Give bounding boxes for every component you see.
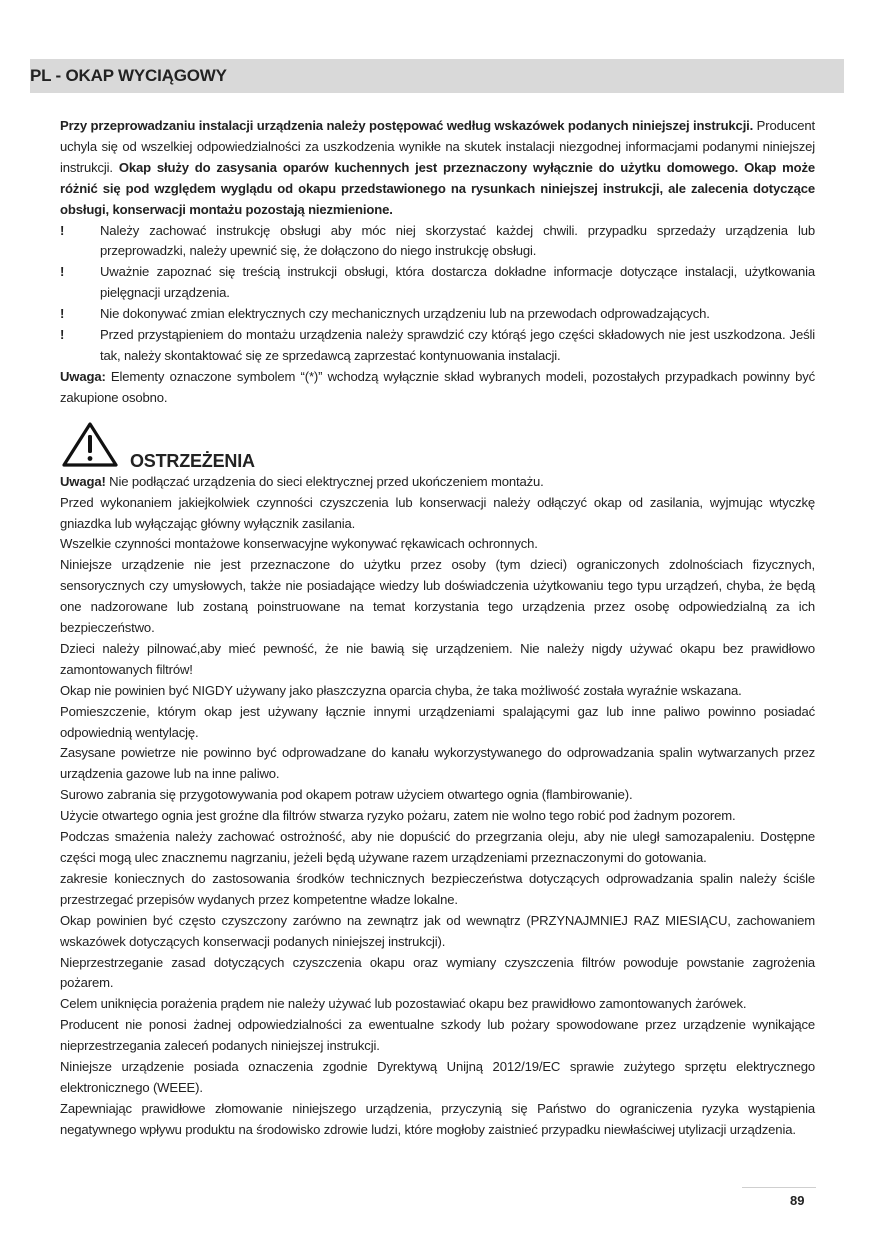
- warning-paragraph: Okap nie powinien być NIGDY używany jako płaszczyzna oparcia chyba, że taka możliwość została wyraźnie wskazana.: [60, 682, 742, 698]
- warning-paragraph: Pomieszczenie, którym okap jest używany łącznie innymi urządzeniami spalającymi gaz lub inne paliwo powinno posiadać odpowiednią wentylację.: [60, 703, 815, 740]
- warning-paragraph: Niniejsze urządzenie posiada oznaczenia zgodnie Dyrektywą Unijną 2012/19/EC sprawie zużytego sprzętu elektrycznego elektronicznego (WEEE).: [60, 1059, 815, 1095]
- warnings-heading: [60, 418, 815, 470]
- bullet-item: [60, 304, 815, 325]
- intro-bold-1: Przy przeprowadzaniu instalacji urządzenia należy postępować według wskazówek podanych niniejszej instrukcji.: [60, 118, 754, 133]
- warning-paragraph: Podczas smażenia należy zachować ostrożność, aby nie dopuścić do przegrzania oleju, aby nie uległ samozapaleniu. Dostępne części mogą ulec znacznemu nagrzaniu, jeżeli będą używane razem urządzeniami przeznaczonymi do gotowania.: [60, 829, 815, 865]
- warning-paragraph: Niniejsze urządzenie nie jest przeznaczone do użytku przez osoby (tym dzieci) ograniczonych zdolnościach fizycznych, sensorycznych czy umysłowych, także nie posiadające wiedzy lub doświadczenia użytkowaniu tego typu urządzeń, chyba, że będą one nadzorowane lub zostaną poinstruowane na temat korzystania tego urządzenia przez osobę odpowiedzialną za ich bezpieczeństwo.: [60, 557, 815, 636]
- exclamation-marker: !: [60, 327, 65, 343]
- warning-paragraph: Zasysane powietrze nie powinno być odprowadzane do kanału wykorzystywanego do odprowadzania spalin wytwarzanych przez urządzenia gazowe lub na inne paliwo.: [60, 745, 815, 782]
- intro-paragraph: [60, 116, 815, 221]
- warning-paragraph: Użycie otwartego ognia jest groźne dla filtrów stwarza ryzyko pożaru, zatem nie wolno tego robić pod żadnym pozorem.: [60, 808, 736, 824]
- warning-paragraph: Surowo zabrania się przygotowywania pod okapem potraw użyciem otwartego ognia (flambirowanie).: [60, 787, 633, 803]
- document-body: [60, 116, 815, 1141]
- footer-divider: [742, 1187, 816, 1188]
- warning-paragraph: Dzieci należy pilnować,aby mieć pewność, że nie bawią się urządzeniem. Nie należy nigdy używać okapu bez prawidłowo zamontowanych filtrów!: [60, 640, 815, 677]
- warning-paragraph: Okap powinien być często czyszczony zarówno na zewnątrz jak od wewnątrz (PRZYNAJMNIEJ RAZ MIESIĄCU, zachowaniem wskazówek dotyczących konserwacji podanych niniejszej instrukcji).: [60, 912, 815, 949]
- warning-triangle-icon: [60, 420, 120, 470]
- exclamation-marker: !: [60, 222, 65, 238]
- warning-paragraph: Producent nie ponosi żadnej odpowiedzialności za ewentualne szkody lub pożary spowodowane przez urządzenie wynikające nieprzestrzegania zaleceń podanych niniejszej instrukcji.: [60, 1017, 815, 1054]
- warning-text: Nie podłączać urządzenia do sieci elektrycznej przed ukończeniem montażu.: [105, 473, 544, 489]
- section-title: PL - OKAP WYCIĄGOWY: [30, 66, 227, 85]
- intro-bold-2: Okap służy do zasysania oparów kuchennych jest przeznaczony wyłącznie do użytku domowego. Okap może różnić się pod względem wyglądu od okapu przedstawionego na rysunkach niniejszej instrukcji, ale zalecenia dotyczące obsługi, konserwacji montażu pozostają niezmienione.: [60, 159, 815, 217]
- note-paragraph: [60, 367, 815, 409]
- bullet-item: [60, 325, 815, 367]
- bullet-text: Przed przystąpieniem do montażu urządzenia należy sprawdzić czy którąś jego części składowych nie jest uszkodzona. Jeśli tak, należy skontaktować się ze sprzedawcą zaprzestać kontynuowania instalacji.: [100, 327, 815, 363]
- exclamation-marker: !: [60, 264, 65, 280]
- warnings-body: [60, 472, 815, 1141]
- warnings-title: OSTRZEŻENIA: [130, 450, 255, 471]
- bullet-text: Uważnie zapoznać się treścią instrukcji obsługi, która dostarcza dokładne informacje dotyczące instalacji, użytkowania pielęgnacji urządzenia.: [100, 264, 815, 301]
- warning-paragraph: [60, 472, 815, 493]
- warning-label: Uwaga!: [60, 473, 106, 489]
- bullet-item: [60, 221, 815, 263]
- page-number: 89: [790, 1193, 805, 1208]
- warning-paragraph: zakresie koniecznych do zastosowania środków technicznych bezpieczeństwa dotyczących odprowadzania spalin należy ściśle przestrzegać przepisów wydanych przez kompetentne władze lokalne.: [60, 870, 815, 907]
- exclamation-marker: !: [60, 306, 65, 322]
- warning-paragraph: Zapewniając prawidłowe złomowanie niniejszego urządzenia, przyczynią się Państwo do ograniczenia ryzyka wystąpienia negatywnego wpływu produktu na środowisko zdrowie ludzi, które mogłoby zaistnieć przypadku niewłaściwej utylizacji urządzenia.: [60, 1100, 815, 1137]
- warning-paragraph: Wszelkie czynności montażowe konserwacyjne wykonywać rękawicach ochronnych.: [60, 536, 538, 552]
- warning-paragraph: Nieprzestrzeganie zasad dotyczących czyszczenia okapu oraz wymiany czyszczenia filtrów powoduje powstanie zagrożenia pożarem.: [60, 954, 815, 991]
- warning-paragraph: Celem uniknięcia porażenia prądem nie należy używać lub pozostawiać okapu bez prawidłowo zamontowanych żarówek.: [60, 996, 747, 1012]
- note-text: Elementy oznaczone symbolem “(*)” wchodzą wyłącznie skład wybranych modeli, pozostałych przypadkach powinny być zakupione osobno.: [60, 368, 815, 405]
- note-label: Uwaga:: [60, 368, 106, 384]
- warning-paragraph: Przed wykonaniem jakiejkolwiek czynności czyszczenia lub konserwacji należy odłączyć okap od zasilania, wyjmując wtyczkę gniazdka lub wyłączając główny wyłącznik zasilania.: [60, 494, 815, 531]
- bullet-text: Należy zachować instrukcję obsługi aby móc niej skorzystać każdej chwili. przypadku sprzedaży urządzenia lub przeprowadzki, należy upewnić się, że dołączono do niego instrukcję obsługi.: [100, 222, 815, 259]
- bullet-text: Nie dokonywać zmian elektrycznych czy mechanicznych urządzeniu lub na przewodach odprowadzających.: [100, 306, 710, 322]
- bullet-item: [60, 262, 815, 304]
- intro-normal-1: Producent uchyla się od wszelkiej odpowiedzialności za uszkodzenia wynikłe na skutek instalacji niezgodnej informacjami podanymi niniejszej instrukcji.: [60, 118, 815, 175]
